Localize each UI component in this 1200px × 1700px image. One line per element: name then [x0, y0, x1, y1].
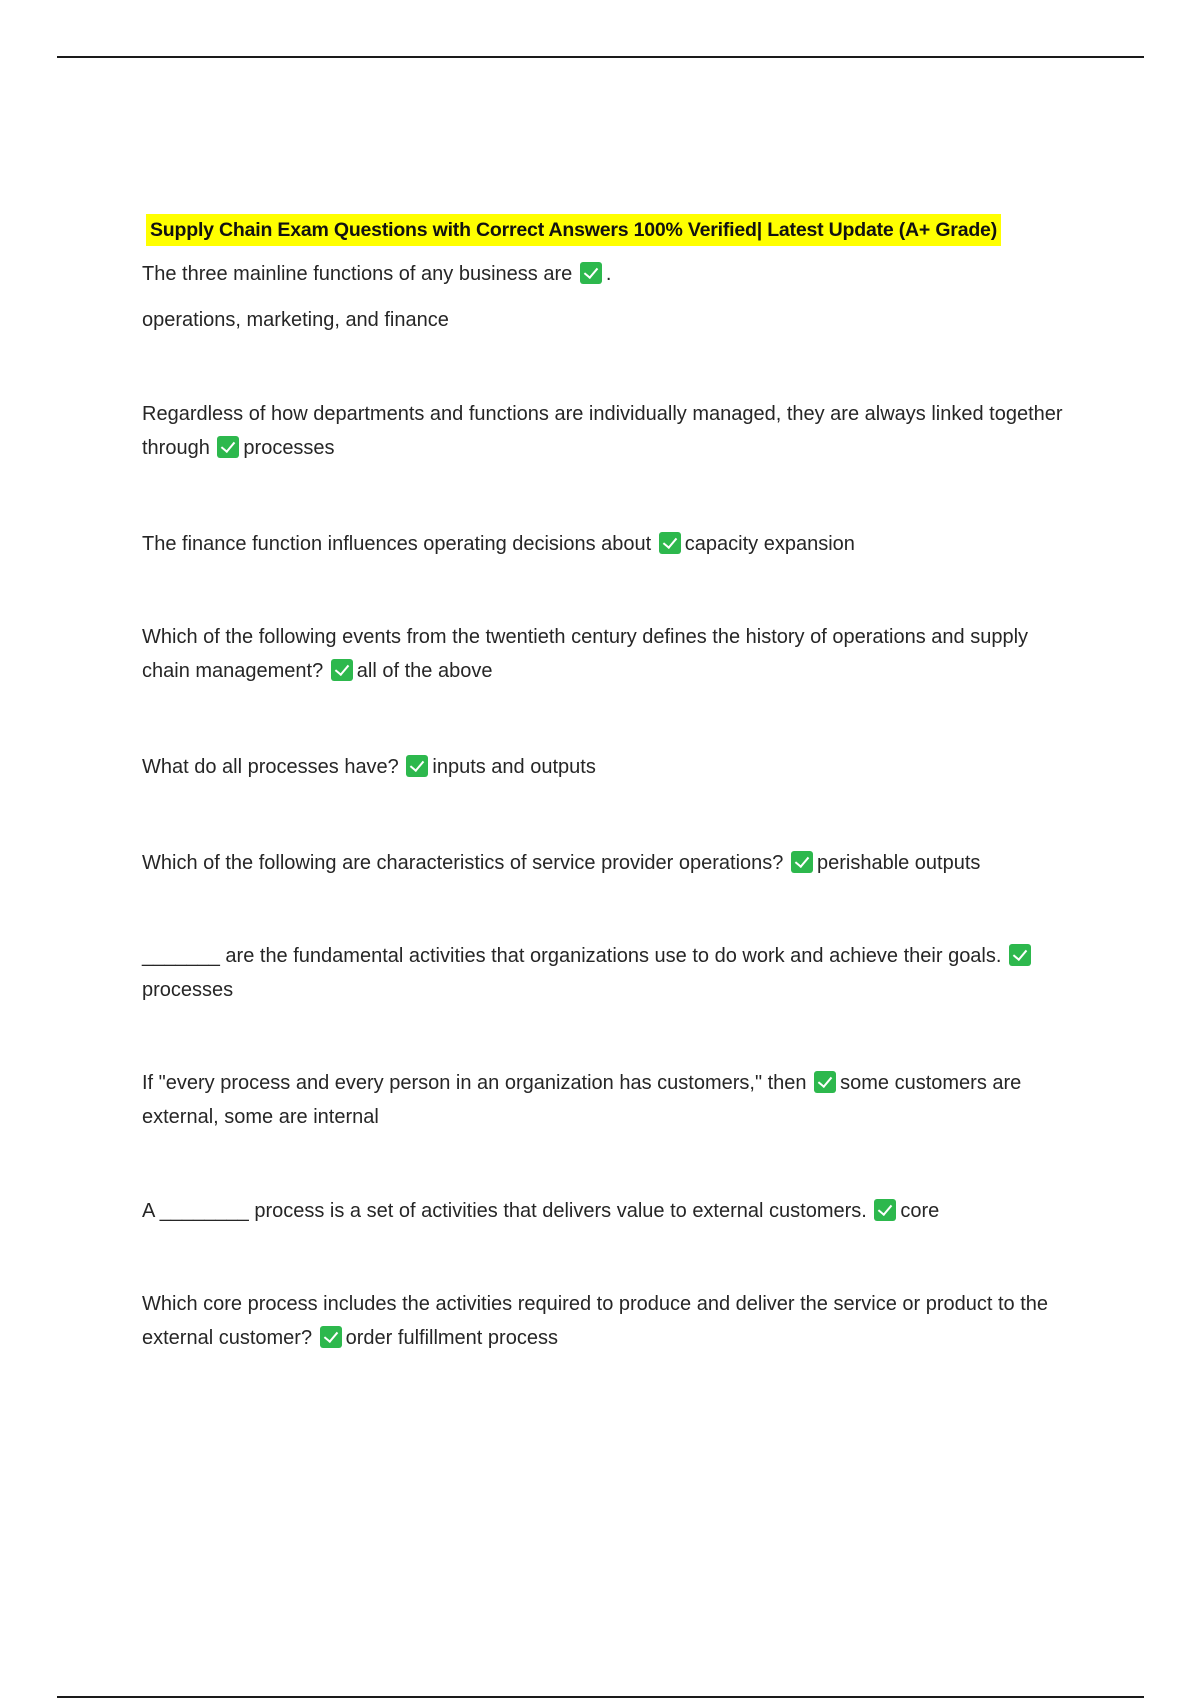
- green-checkmark-icon: [874, 1199, 896, 1221]
- question-text: Which of the following events from the twentieth century defines the history of operations and supply chain management?: [142, 626, 1029, 682]
- question-text: _______ are the fundamental activities that organizations use to do work and achieve their goals.: [142, 945, 1002, 967]
- qa-item-4: [142, 620, 1072, 688]
- green-checkmark-icon: [331, 659, 353, 681]
- question-text: A ________ process is a set of activities that delivers value to external customers.: [142, 1200, 867, 1222]
- qa-item-10: [142, 1287, 1072, 1355]
- green-checkmark-icon: [791, 851, 813, 873]
- answer-text: processes: [243, 437, 335, 459]
- question-text: The finance function influences operating decisions about: [142, 533, 652, 555]
- qa-item-8: [142, 1066, 1072, 1134]
- qa-item-6: [142, 846, 1072, 880]
- question-text: Which core process includes the activities required to produce and deliver the service or product to the external customer?: [142, 1293, 1049, 1349]
- answer-text: core: [900, 1200, 940, 1222]
- question-text: What do all processes have?: [142, 756, 399, 778]
- question-text: Which of the following are characteristics of service provider operations?: [142, 852, 784, 874]
- document-body: [142, 214, 1072, 1355]
- answer-text: capacity expansion: [684, 533, 855, 555]
- answer-text: some customers are external, some are internal: [142, 1072, 1022, 1128]
- qa-item-5: [142, 750, 1072, 784]
- qa-item-7: [142, 939, 1072, 1007]
- answer-text: perishable outputs: [816, 852, 981, 874]
- bottom-rule: [57, 1696, 1144, 1698]
- green-checkmark-icon: [659, 532, 681, 554]
- qa-item-2: [142, 397, 1072, 465]
- green-checkmark-icon: [406, 755, 428, 777]
- green-checkmark-icon: [814, 1071, 836, 1093]
- answer-text: operations, marketing, and finance: [142, 309, 449, 331]
- green-checkmark-icon: [1009, 944, 1031, 966]
- answer-text: order fulfillment process: [345, 1327, 558, 1349]
- question-text: If "every process and every person in an organization has customers," then: [142, 1072, 807, 1094]
- qa-item-1: [142, 257, 1072, 337]
- answer-text: processes: [142, 979, 234, 1001]
- green-checkmark-icon: [320, 1326, 342, 1348]
- green-checkmark-icon: [217, 436, 239, 458]
- green-checkmark-icon: [580, 262, 602, 284]
- answer-text: inputs and outputs: [432, 756, 596, 778]
- question-suffix: .: [605, 263, 612, 285]
- answer-text: all of the above: [356, 660, 493, 682]
- qa-item-9: [142, 1194, 1072, 1228]
- top-rule: [57, 56, 1144, 58]
- qa-item-3: [142, 527, 1072, 561]
- document-title: Supply Chain Exam Questions with Correct Answers 100% Verified| Latest Update (A+ Grade): [146, 214, 1001, 246]
- question-text: Regardless of how departments and functions are individually managed, they are always linked together through: [142, 403, 1063, 459]
- question-text: The three mainline functions of any business are: [142, 263, 573, 285]
